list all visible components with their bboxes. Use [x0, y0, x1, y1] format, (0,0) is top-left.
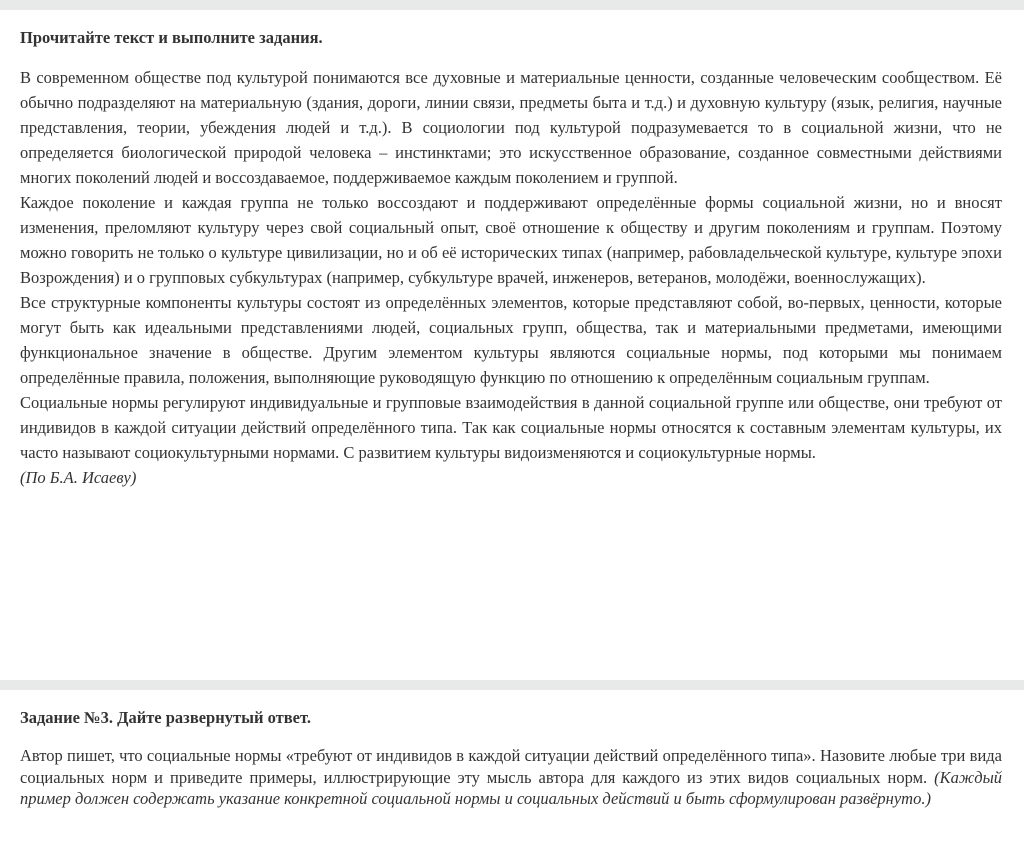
task-heading: Задание №3. Дайте развернутый ответ.	[20, 708, 311, 727]
task-question	[20, 745, 1002, 810]
reading-body	[20, 65, 1002, 490]
reading-panel	[0, 10, 1024, 680]
source-attribution: (По Б.А. Исаеву)	[20, 468, 137, 487]
paragraph-3: Все структурные компоненты культуры состоят из определённых элементов, которые представляют собой, во-первых, ценности, которые могут быть как идеальными представлениями людей, социальных групп, общества, так и материальными предметами, имеющими функциональное значение в обществе. Другим элементом культуры являются социальные нормы, под которыми мы понимаем определённые правила, положения, выполняющие руководящую функцию по отношению к определённым социальным группам.	[20, 293, 1002, 387]
task-panel	[0, 690, 1024, 862]
paragraph-2: Каждое поколение и каждая группа не только воссоздают и поддерживают определённые формы социальной жизни, но и вносят изменения, преломляют культуру через свой социальный опыт, своё отношение к обществу и другим поколениям и группам. Поэтому можно говорить не только о культуре цивилизации, но и об её исторических типах (например, рабовладельческой культуре, культуре эпохи Возрождения) и о групповых субкультурах (например, субкультуре врачей, инженеров, ветеранов, молодёжи, военнослужащих).	[20, 193, 1002, 287]
task-question-text: Автор пишет, что социальные нормы «требуют от индивидов в каждой ситуации действий определённого типа». Назовите любые три вида социальных норм и приведите примеры, иллюстрирующие эту мысль автора для каждого из этих видов социальных норм.	[20, 746, 1002, 787]
paragraph-1: В современном обществе под культурой понимаются все духовные и материальные ценности, созданные человеческим сообществом. Её обычно подразделяют на материальную (здания, дороги, линии связи, предметы быта и т.д.) и духовную культуру (язык, религия, научные представления, теории, убеждения людей и т.д.). В социологии под культурой подразумевается то в социальной жизни, что не определяется биологической природой человека – инстинктами; это искусственное образование, созданное совместными действиями многих поколений людей и воссоздаваемое, поддерживаемое каждым поколением и группой.	[20, 68, 1002, 187]
paragraph-4: Социальные нормы регулируют индивидуальные и групповые взаимодействия в данной социальной группе или обществе, они требуют от индивидов в каждой ситуации действий определённого типа. Так как социальные нормы относятся к составным элементам культуры, их часто называют социокультурными нормами. С развитием культуры видоизменяются и социокультурные нормы.	[20, 393, 1002, 462]
reading-heading: Прочитайте текст и выполните задания.	[20, 28, 323, 47]
task-instruction: (Каждый пример должен содержать указание конкретной социальной нормы и социальных действий и быть сформулирован развёрнуто.)	[20, 767, 1002, 808]
